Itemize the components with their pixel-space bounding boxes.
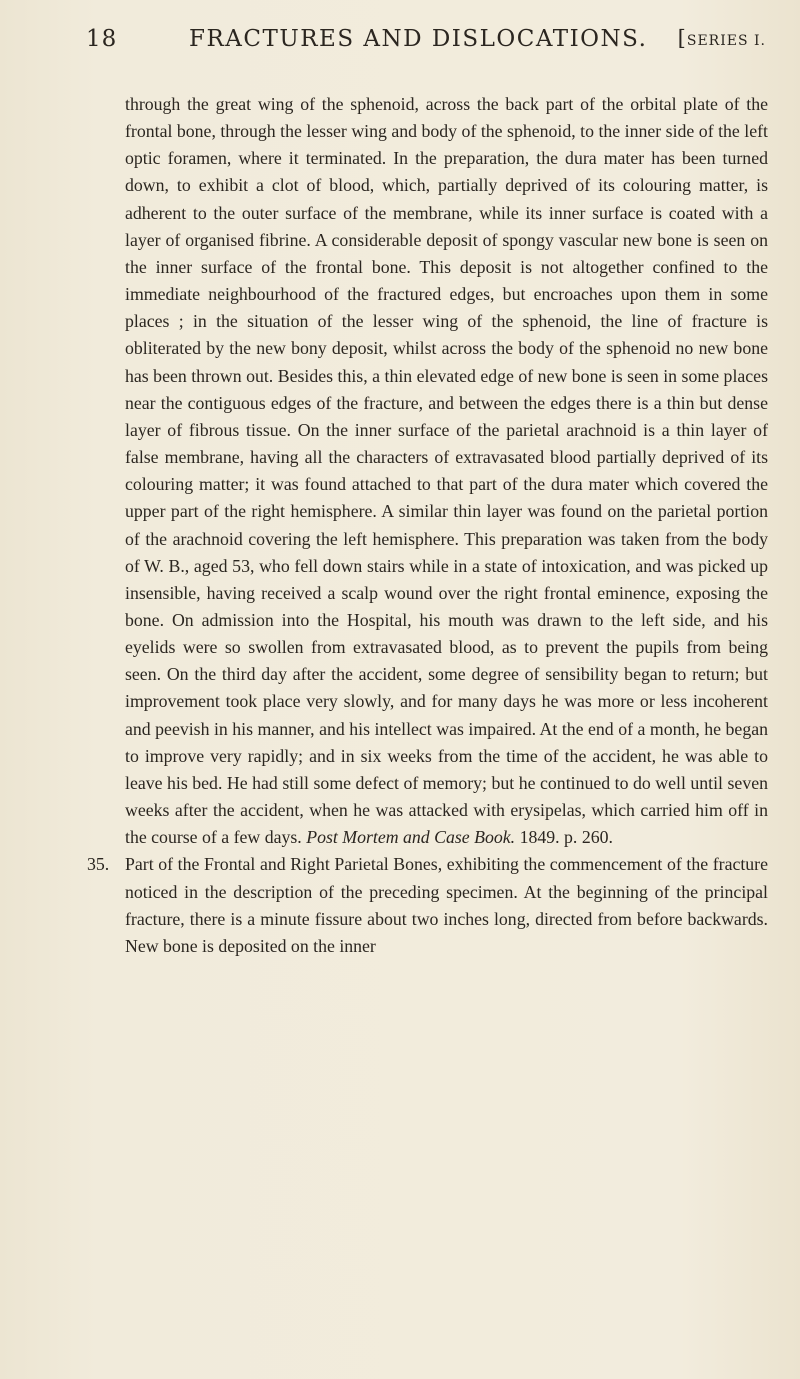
series-label [678, 26, 766, 50]
reference-title: Post Mortem and Case Book. [306, 827, 516, 848]
paragraph-main-text: through the great wing of the sphenoid, across the back part of the orbital plate of the frontal bone, through the lesser wing and body of the sphenoid, to the inner side of the left optic foramen, where it terminated. In the preparation, the dura mater has been turned down, to exhibit a clot of blood, which, partially deprived of its colouring matter, is adherent to the outer surface of the membrane, while its inner surface is coated with a layer of organised fibrine. A considerable deposit of spongy vascular new bone is seen on the inner surface of the frontal bone. This deposit is not altogether confined to the immediate neighbourhood of the fractured edges, but encroaches upon them in some places ; in the situation of the lesser wing of the sphenoid, the line of fracture is obliterated by the new bony deposit, whilst across the body of the sphenoid no new bone has been thrown out. Besides this, a thin elevated edge of new bone is seen in some places near the contiguous edges of the fracture, and between the edges there is a thin but dense layer of fibrous tissue. On the inner surface of the parietal arachnoid is a thin layer of false membrane, having all the characters of extravasated blood partially deprived of its colouring matter; it was found attached to that part of the dura mater which covered the upper part of the right hemisphere. A similar thin layer was found on the parietal portion of the arachnoid covering the left hemisphere. This preparation was taken from the body of W. B., aged 53, who fell down stairs while in a state of intoxication, and was picked up insensible, having received a scalp wound over the right frontal eminence, exposing the bone. On admission into the Hospital, his mouth was drawn to the left side, and his eyelids were so swollen from extravasated blood, as to prevent the pupils from being seen. On the third day after the accident, some degree of sensibility began to return; but improvement took place very slowly, and for many days he was more or less incoherent and peevish in his manner, and his intellect was impaired. At the end of a month, he began to improve very rapidly; and in six weeks from the time of the accident, he was able to leave his bed. He had still some defect of memory; but he continued to do well until seven weeks after the accident, when he was attacked with erysipelas, which carried him off in the course of a few days. [125, 94, 768, 848]
specimen-description: Part of the Frontal and Right Parietal Bones, exhibiting the commencement of the fracture noticed in the description of the preceding specimen. At the beginning of the principal fracture, there is a minute fissure about two inches long, directed from before backwards. New bone is deposited on the inner [125, 854, 768, 956]
reference-year-page: 1849. p. 260. [519, 827, 613, 848]
series-bracket: [ [677, 26, 687, 50]
series-text: SERIES I. [686, 33, 766, 49]
page-number: 18 [86, 26, 118, 52]
body-text [87, 91, 768, 960]
page-header [86, 26, 766, 66]
running-title: FRACTURES AND DISLOCATIONS. [189, 26, 648, 52]
specimen-number: 35. [87, 854, 110, 875]
paragraph-specimen-35 [87, 851, 768, 960]
paragraph-specimen-34 [125, 91, 768, 851]
